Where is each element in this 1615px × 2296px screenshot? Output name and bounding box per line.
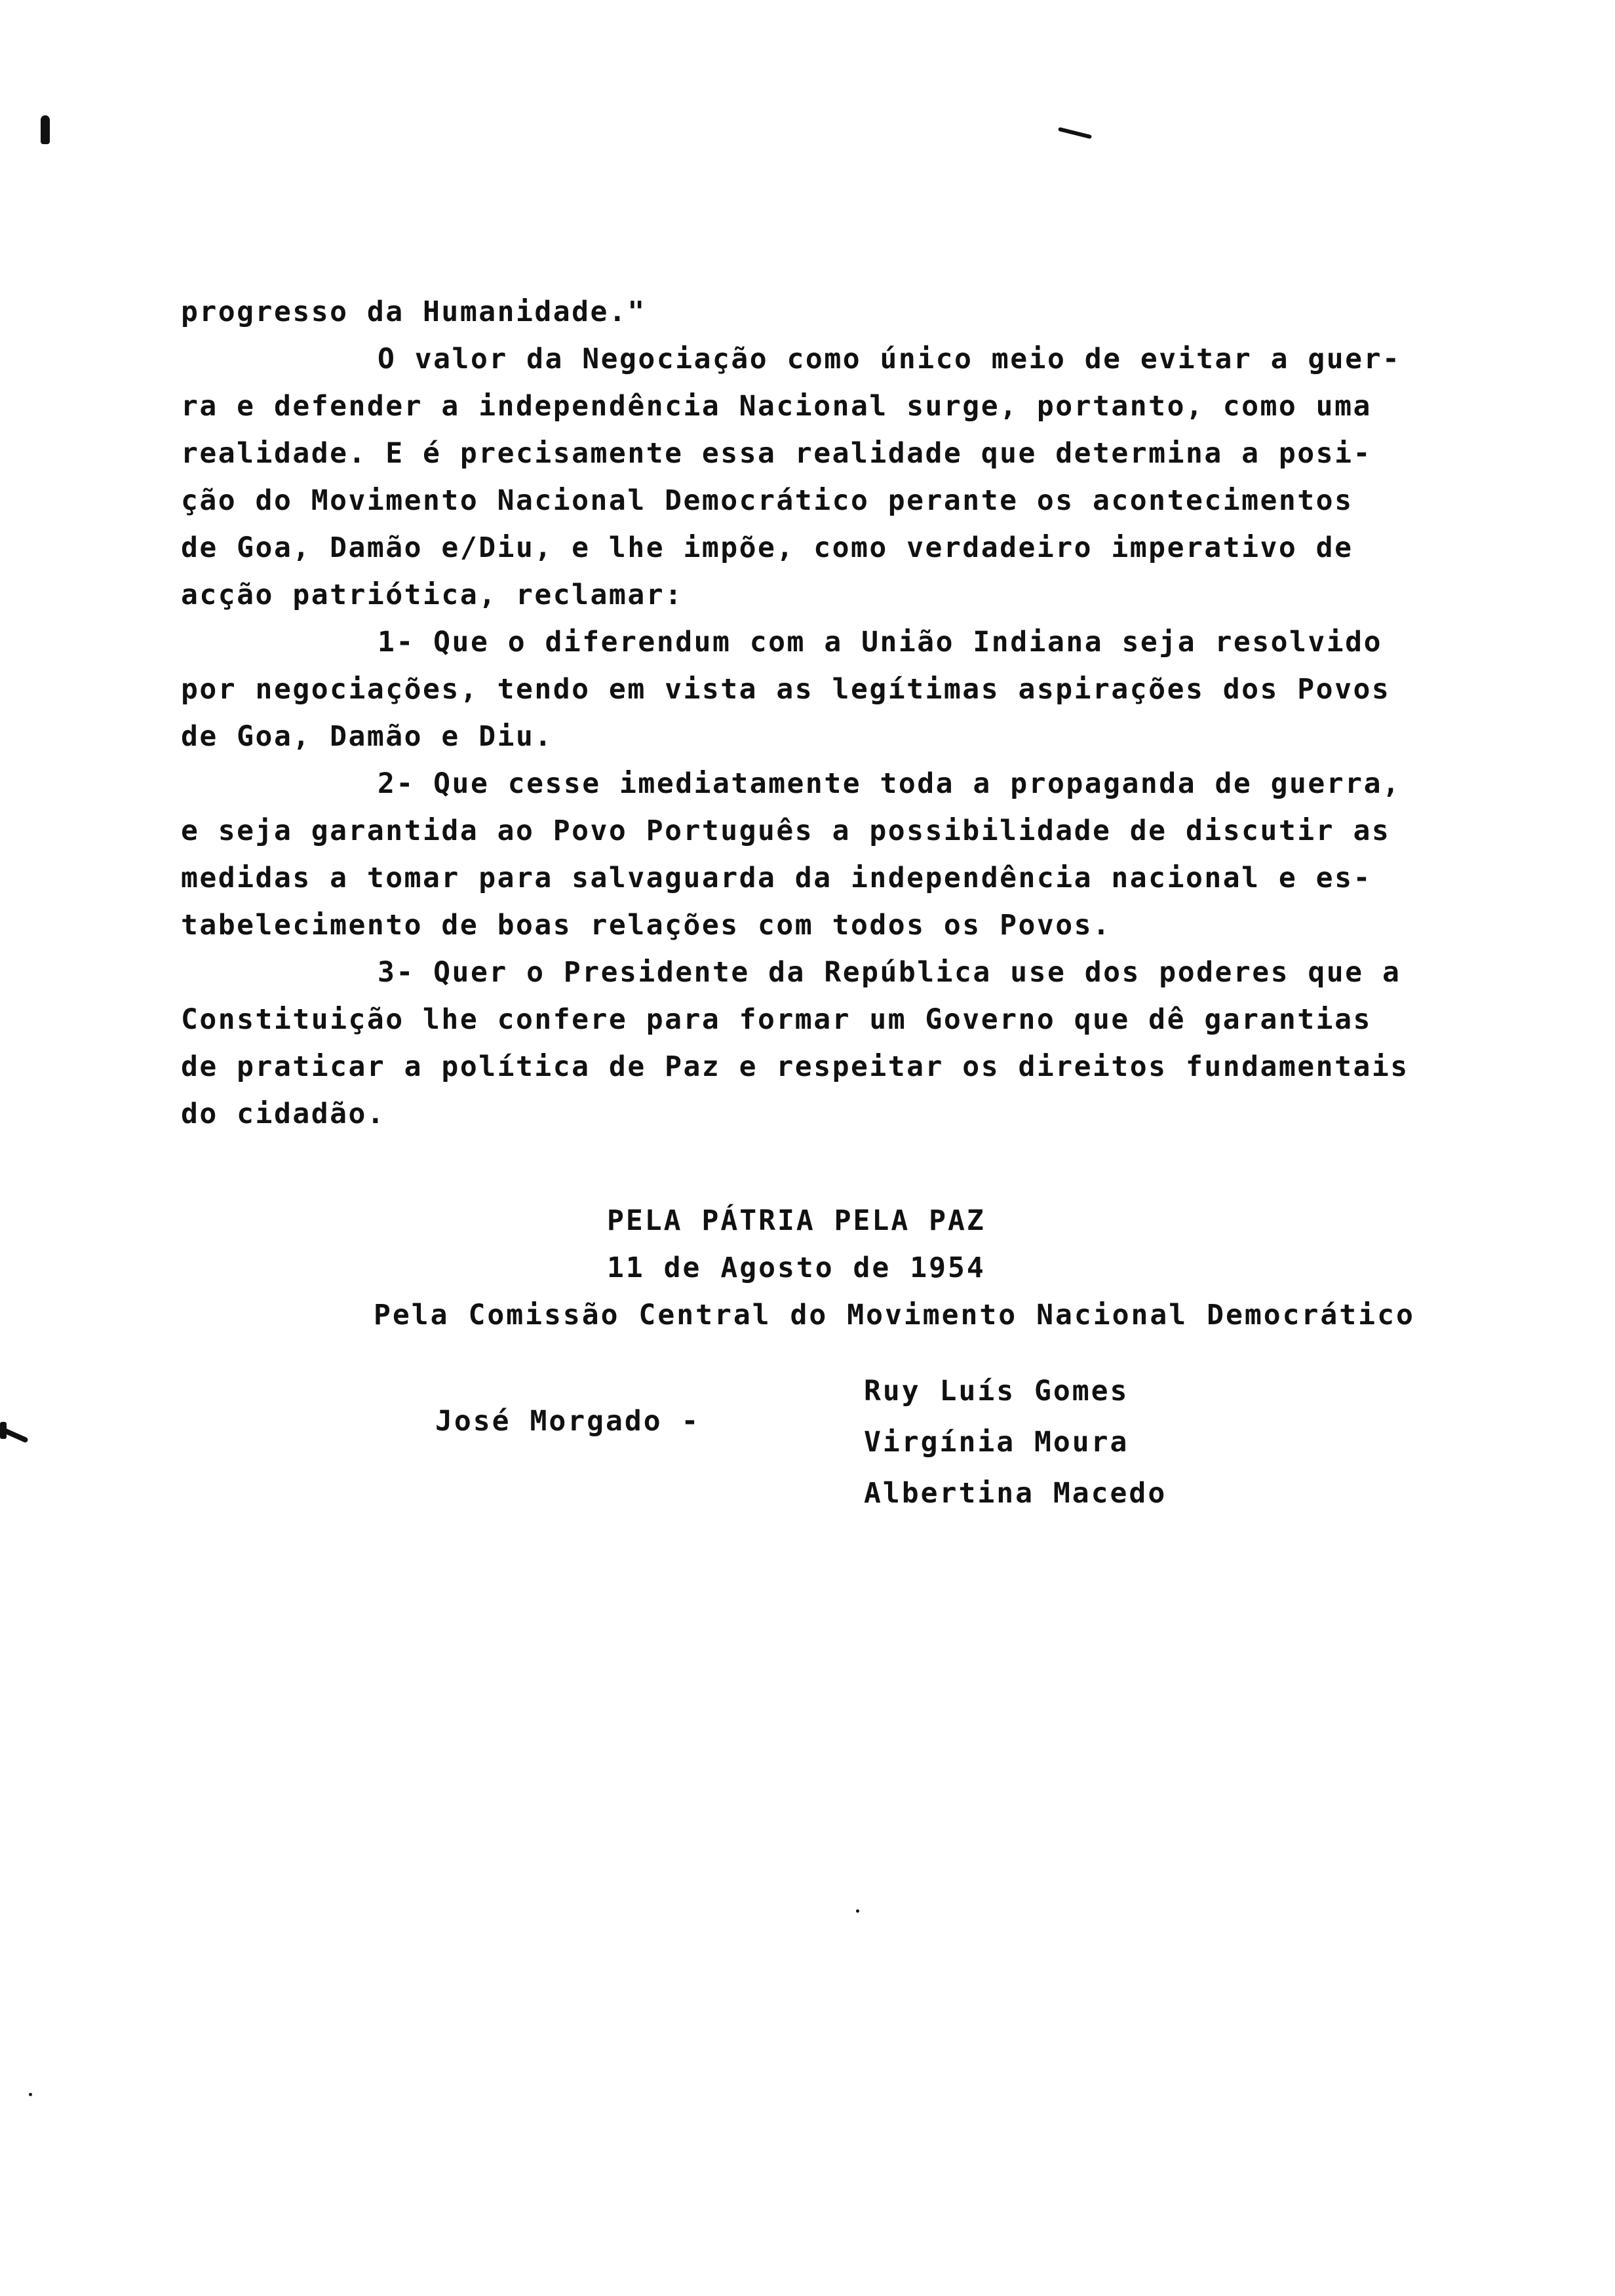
text-line: de Goa, Damão e Diu. — [181, 720, 553, 753]
ink-mark — [1058, 127, 1092, 139]
text-line: realidade. E é precisamente essa realidade que determina a posi- — [181, 437, 1372, 470]
text-line: 2- Que cesse imediatamente toda a propaganda de guerra, — [378, 767, 1401, 800]
text-line: de Goa, Damão e/Diu, e lhe impõe, como verdadeiro imperativo de — [181, 531, 1353, 564]
text-line: Constituição lhe confere para formar um Governo que dê garantias — [181, 1003, 1372, 1036]
text-line: tabelecimento de boas relações com todos os Povos. — [181, 909, 1112, 942]
signatory-right: Albertina Macedo — [864, 1477, 1167, 1510]
text-line: de praticar a política de Paz e respeitar os direitos fundamentais — [181, 1050, 1409, 1083]
text-line: e seja garantida ao Povo Português a possibilidade de discutir as — [181, 814, 1391, 847]
text-line: 3- Quer o Presidente da República use dos poderes que a — [378, 956, 1401, 989]
text-line: ra e defender a independência Nacional surge, portanto, como uma — [181, 390, 1372, 423]
text-line: 1- Que o diferendum com a União Indiana seja resolvido — [378, 626, 1382, 659]
text-line: O valor da Negociação como único meio de evitar a guer- — [378, 343, 1401, 375]
text-line: progresso da Humanidade." — [181, 296, 646, 328]
text-line: ção do Movimento Nacional Democrático perante os acontecimentos — [181, 484, 1353, 517]
document-date: 11 de Agosto de 1954 — [607, 1252, 986, 1284]
signatory-right: Virgínia Moura — [864, 1426, 1129, 1459]
text-line: acção patriótica, reclamar: — [181, 579, 684, 611]
motto: PELA PÁTRIA PELA PAZ — [607, 1204, 986, 1237]
text-line: por negociações, tendo em vista as legítimas aspirações dos Povos — [181, 673, 1391, 706]
signatory-right: Ruy Luís Gomes — [864, 1375, 1129, 1407]
signatory-left: José Morgado - — [435, 1405, 701, 1438]
ink-speck — [29, 2093, 32, 2096]
commission-line: Pela Comissão Central do Movimento Nacional Democrático — [374, 1299, 1415, 1331]
text-line: do cidadão. — [181, 1098, 386, 1130]
body-text — [181, 288, 1485, 1138]
text-line: medidas a tomar para salvaguarda da independência nacional e es- — [181, 862, 1372, 894]
ink-mark — [41, 115, 50, 144]
ink-speck — [856, 1909, 859, 1913]
